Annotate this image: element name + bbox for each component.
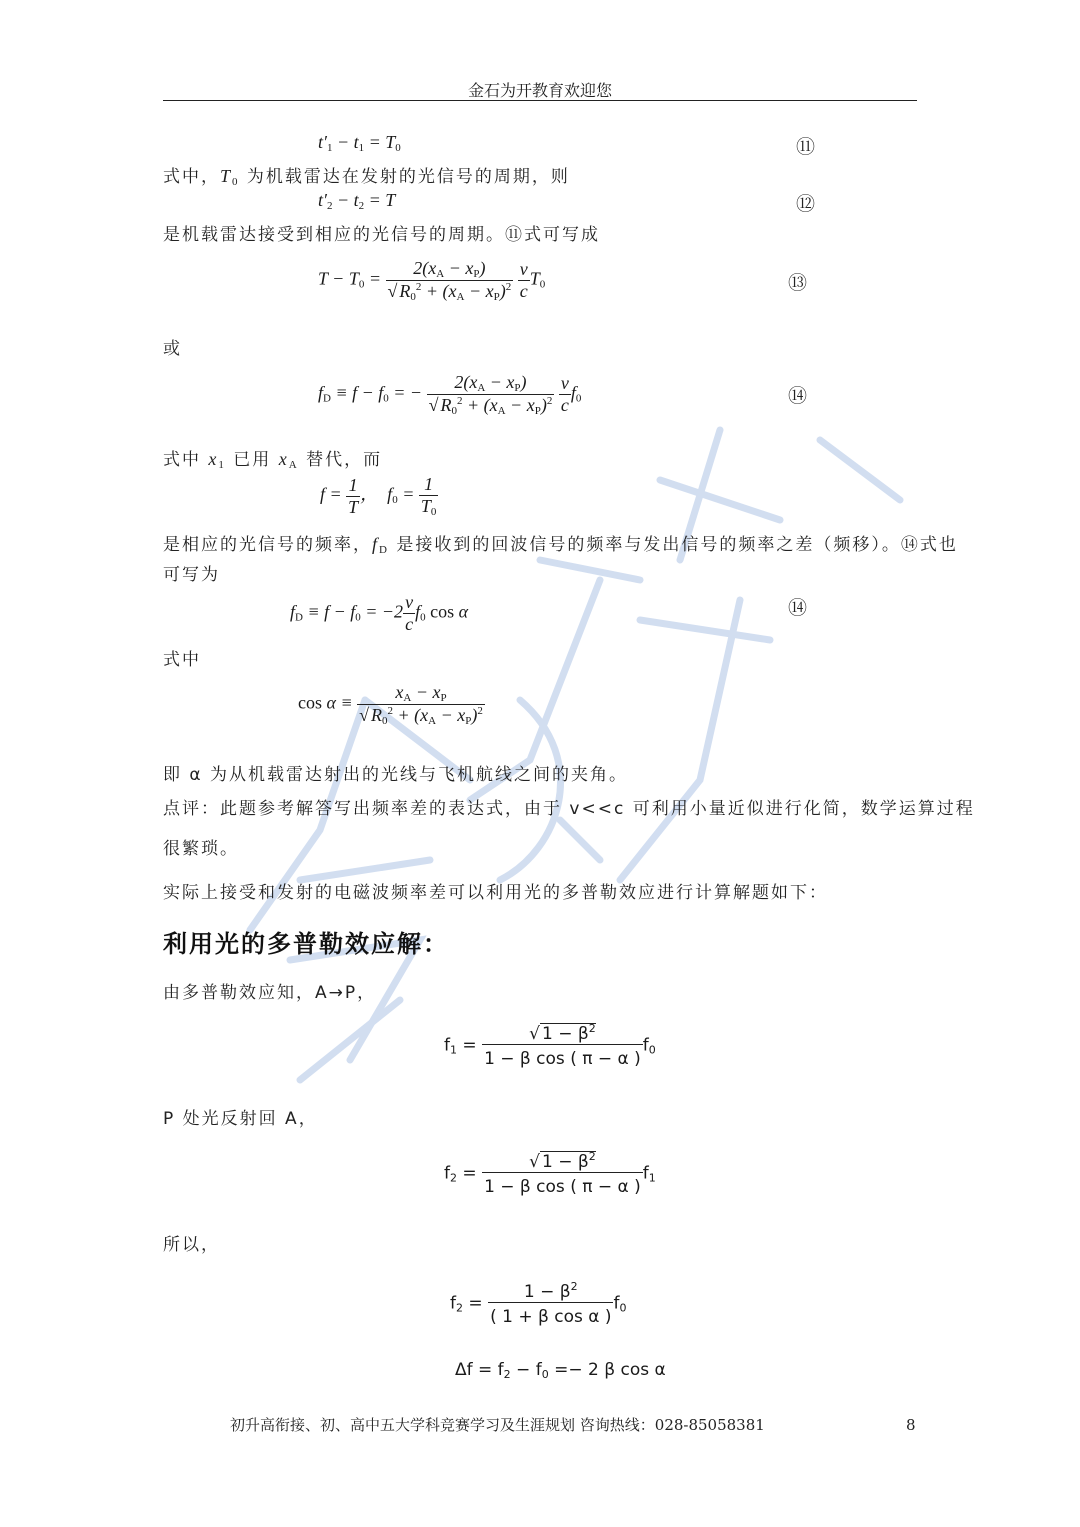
equation-number-11: ⑪ <box>796 136 816 158</box>
cos-alpha-definition: cos α ≡ $\frac{x_A - x_P}{√ R_0^2 + (x_A - x_P)^2}$ <box>298 682 483 727</box>
equation-delta-f: $\Delta f = f_2 - f_0 =- 2$ β cos α <box>455 1360 666 1381</box>
paragraph-11: P 处光反射回 A， <box>163 1109 318 1129</box>
page-number: 8 <box>906 1416 916 1434</box>
paragraph-1: 式中，$T_0$ 为机载雷达在发射的光信号的周期，则 <box>163 166 570 188</box>
paragraph-5b: 可写为 <box>163 565 220 585</box>
equation-number-14: ⑭ <box>788 385 808 407</box>
paragraph-4: 式中 $x_1$ 已用 $x_A$ 替代，而 <box>163 449 383 471</box>
equation-number-12: ⑫ <box>796 193 816 215</box>
equation-number-14-alt: ⑭ <box>788 597 808 619</box>
paragraph-8a: 点评：此题参考解答写出频率差的表达式，由于 v<<c 可利用小量近似进行化简，数学运算过程 <box>163 799 975 819</box>
paragraph-10: 由多普勒效应知，A→P， <box>163 983 377 1003</box>
equation-number-13: ⑬ <box>788 272 808 294</box>
equation-12: $t'_2 - t_2 = T$ <box>318 190 396 212</box>
paragraph-2: 是机载雷达接受到相应的光信号的周期。⑪式可写成 <box>163 225 600 245</box>
paragraph-9: 实际上接受和发射的电磁波频率差可以利用光的多普勒效应进行计算解题如下： <box>163 883 828 903</box>
paragraph-3: 或 <box>163 339 182 359</box>
equation-f1: $f_1$ = $\frac{√ 1 - \beta^2}{\text{1 − β cos ( π − α )}}$ $f_0$ <box>444 1022 656 1069</box>
equation-14: $f_D \equiv f - f_0$ = − $\frac{2(x_A - x_P)}{√ R_0^2 + (x_A - x_P)^2}$ $\frac{v}{c}$ $f_0$ <box>318 372 582 417</box>
paragraph-6: 式中 <box>163 650 201 670</box>
header-divider <box>163 100 917 101</box>
paragraph-8b: 很繁琐。 <box>163 839 239 859</box>
equation-11: $t'_1 - t_1 = T_0$ <box>318 132 401 154</box>
paragraph-5: 是相应的光信号的频率，$f_D$ 是接收到的回波信号的频率与发出信号的频率之差（频移）。⑭式也 <box>163 534 958 556</box>
equation-f2-final: $f_2$ = $\frac{1 - \beta^2}{\text{( 1 + β cos α )}}$ $f_0$ <box>450 1280 627 1327</box>
equation-f2: $f_2$ = $\frac{√ 1 - \beta^2}{\text{1 − β cos ( π − α )}}$ $f_1$ <box>444 1150 656 1197</box>
frequency-definitions: f = $\frac{1}{T}$ ， $f_0$ = $\frac{1}{T_0}$ <box>320 474 437 518</box>
section-heading: 利用光的多普勒效应解： <box>163 930 449 958</box>
page-header: 金石为开教育欢迎您 <box>467 81 612 100</box>
paragraph-7: 即 α 为从机载雷达射出的光线与飞机航线之间的夹角。 <box>163 765 629 785</box>
equation-13: $T - T_0$ = $\frac{2(x_A - x_P)}{√ R_0^2 + (x_A - x_P)^2}$ $\frac{v}{c}$ $T_0$ <box>318 258 546 303</box>
page-footer: 初升高衔接、初、高中五大学科竞赛学习及生涯规划 咨询热线：028-85058381 <box>230 1416 765 1434</box>
paragraph-12: 所以， <box>163 1235 220 1255</box>
equation-14-alt: $f_D \equiv f - f_0 = -2$ $\frac{v}{c}$ $f_0$ cos α <box>290 592 469 634</box>
